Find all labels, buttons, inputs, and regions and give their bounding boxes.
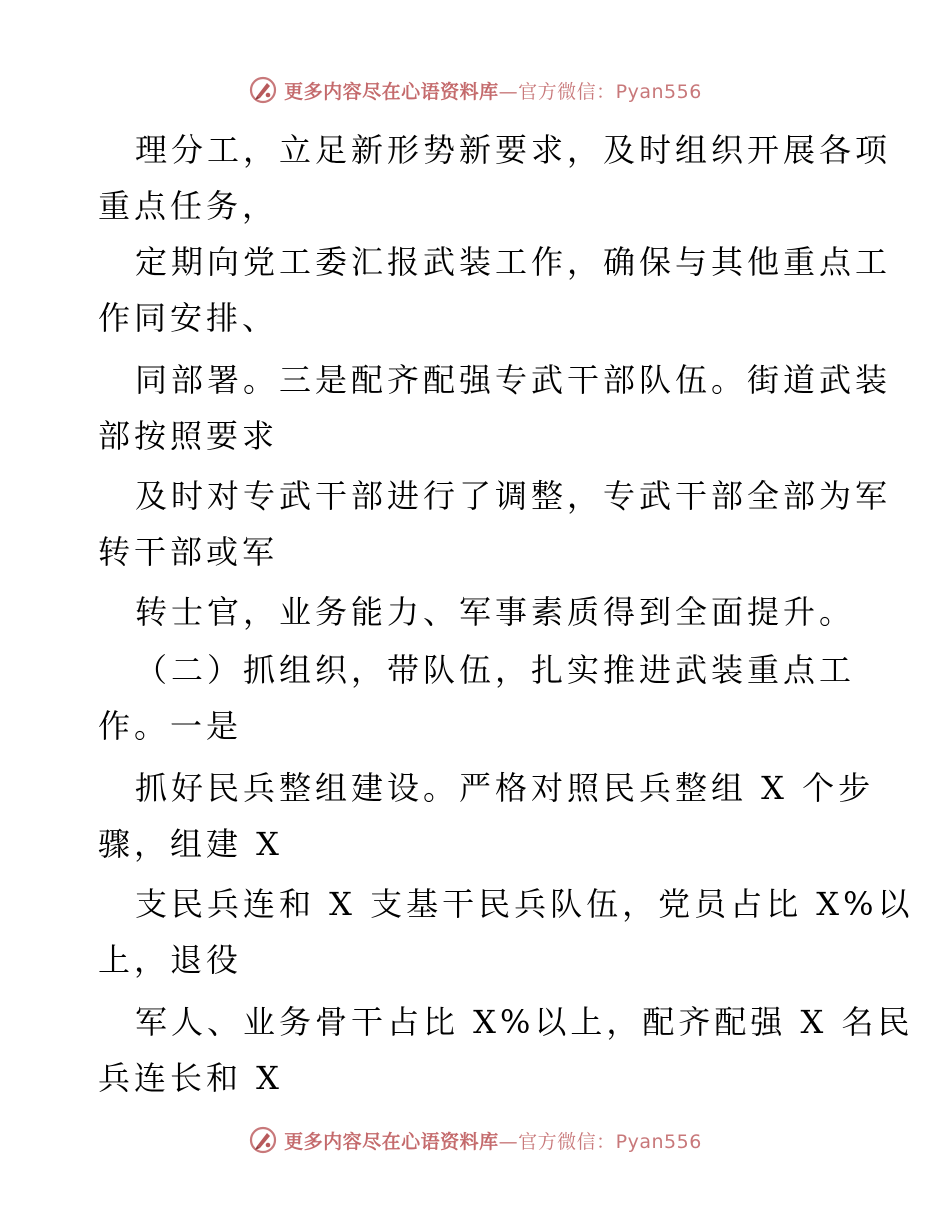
text-line: 部按照要求 — [98, 417, 279, 455]
text-line: 军人、业务骨干占比 X%以上，配齐配强 X 名民 — [135, 1003, 914, 1041]
pen-nib-circle-icon — [248, 1125, 278, 1155]
header-banner — [0, 70, 950, 110]
text-line: 抓好民兵整组建设。严格对照民兵整组 X 个步 — [135, 769, 875, 807]
banner-brand: 更多内容尽在心语资料库 — [284, 80, 499, 103]
text-line: 骤，组建 X — [98, 825, 283, 863]
text-line: 定期向党工委汇报武装工作，确保与其他重点工 — [135, 243, 892, 281]
text-line: 理分工，立足新形势新要求，及时组织开展各项 — [135, 131, 892, 169]
pen-nib-circle-icon — [248, 75, 278, 105]
text-line: 重点任务， — [98, 187, 279, 225]
banner-separator: — — [498, 80, 519, 103]
text-line: 转士官，业务能力、军事素质得到全面提升。 — [135, 593, 856, 631]
banner-brand: 更多内容尽在心语资料库 — [284, 1130, 499, 1153]
banner-separator: — — [498, 1130, 519, 1153]
text-line: 上，退役 — [98, 941, 243, 979]
text-line: 支民兵连和 X 支基干民兵队伍，党员占比 X%以 — [135, 885, 914, 923]
text-line: 作。一是 — [98, 707, 243, 745]
banner-suffix: 官方微信：Pyan556 — [518, 80, 702, 103]
banner-suffix: 官方微信：Pyan556 — [518, 1130, 702, 1153]
text-line: 兵连长和 X — [98, 1059, 283, 1097]
text-line: 转干部或军 — [98, 533, 279, 571]
text-line: 同部署。三是配齐配强专武干部队伍。街道武装 — [135, 361, 892, 399]
text-line: （二）抓组织，带队伍，扎实推进武装重点工 — [135, 651, 856, 689]
text-line: 作同安排、 — [98, 299, 279, 337]
footer-banner — [0, 1120, 950, 1160]
text-line: 及时对专武干部进行了调整，专武干部全部为军 — [135, 477, 892, 515]
